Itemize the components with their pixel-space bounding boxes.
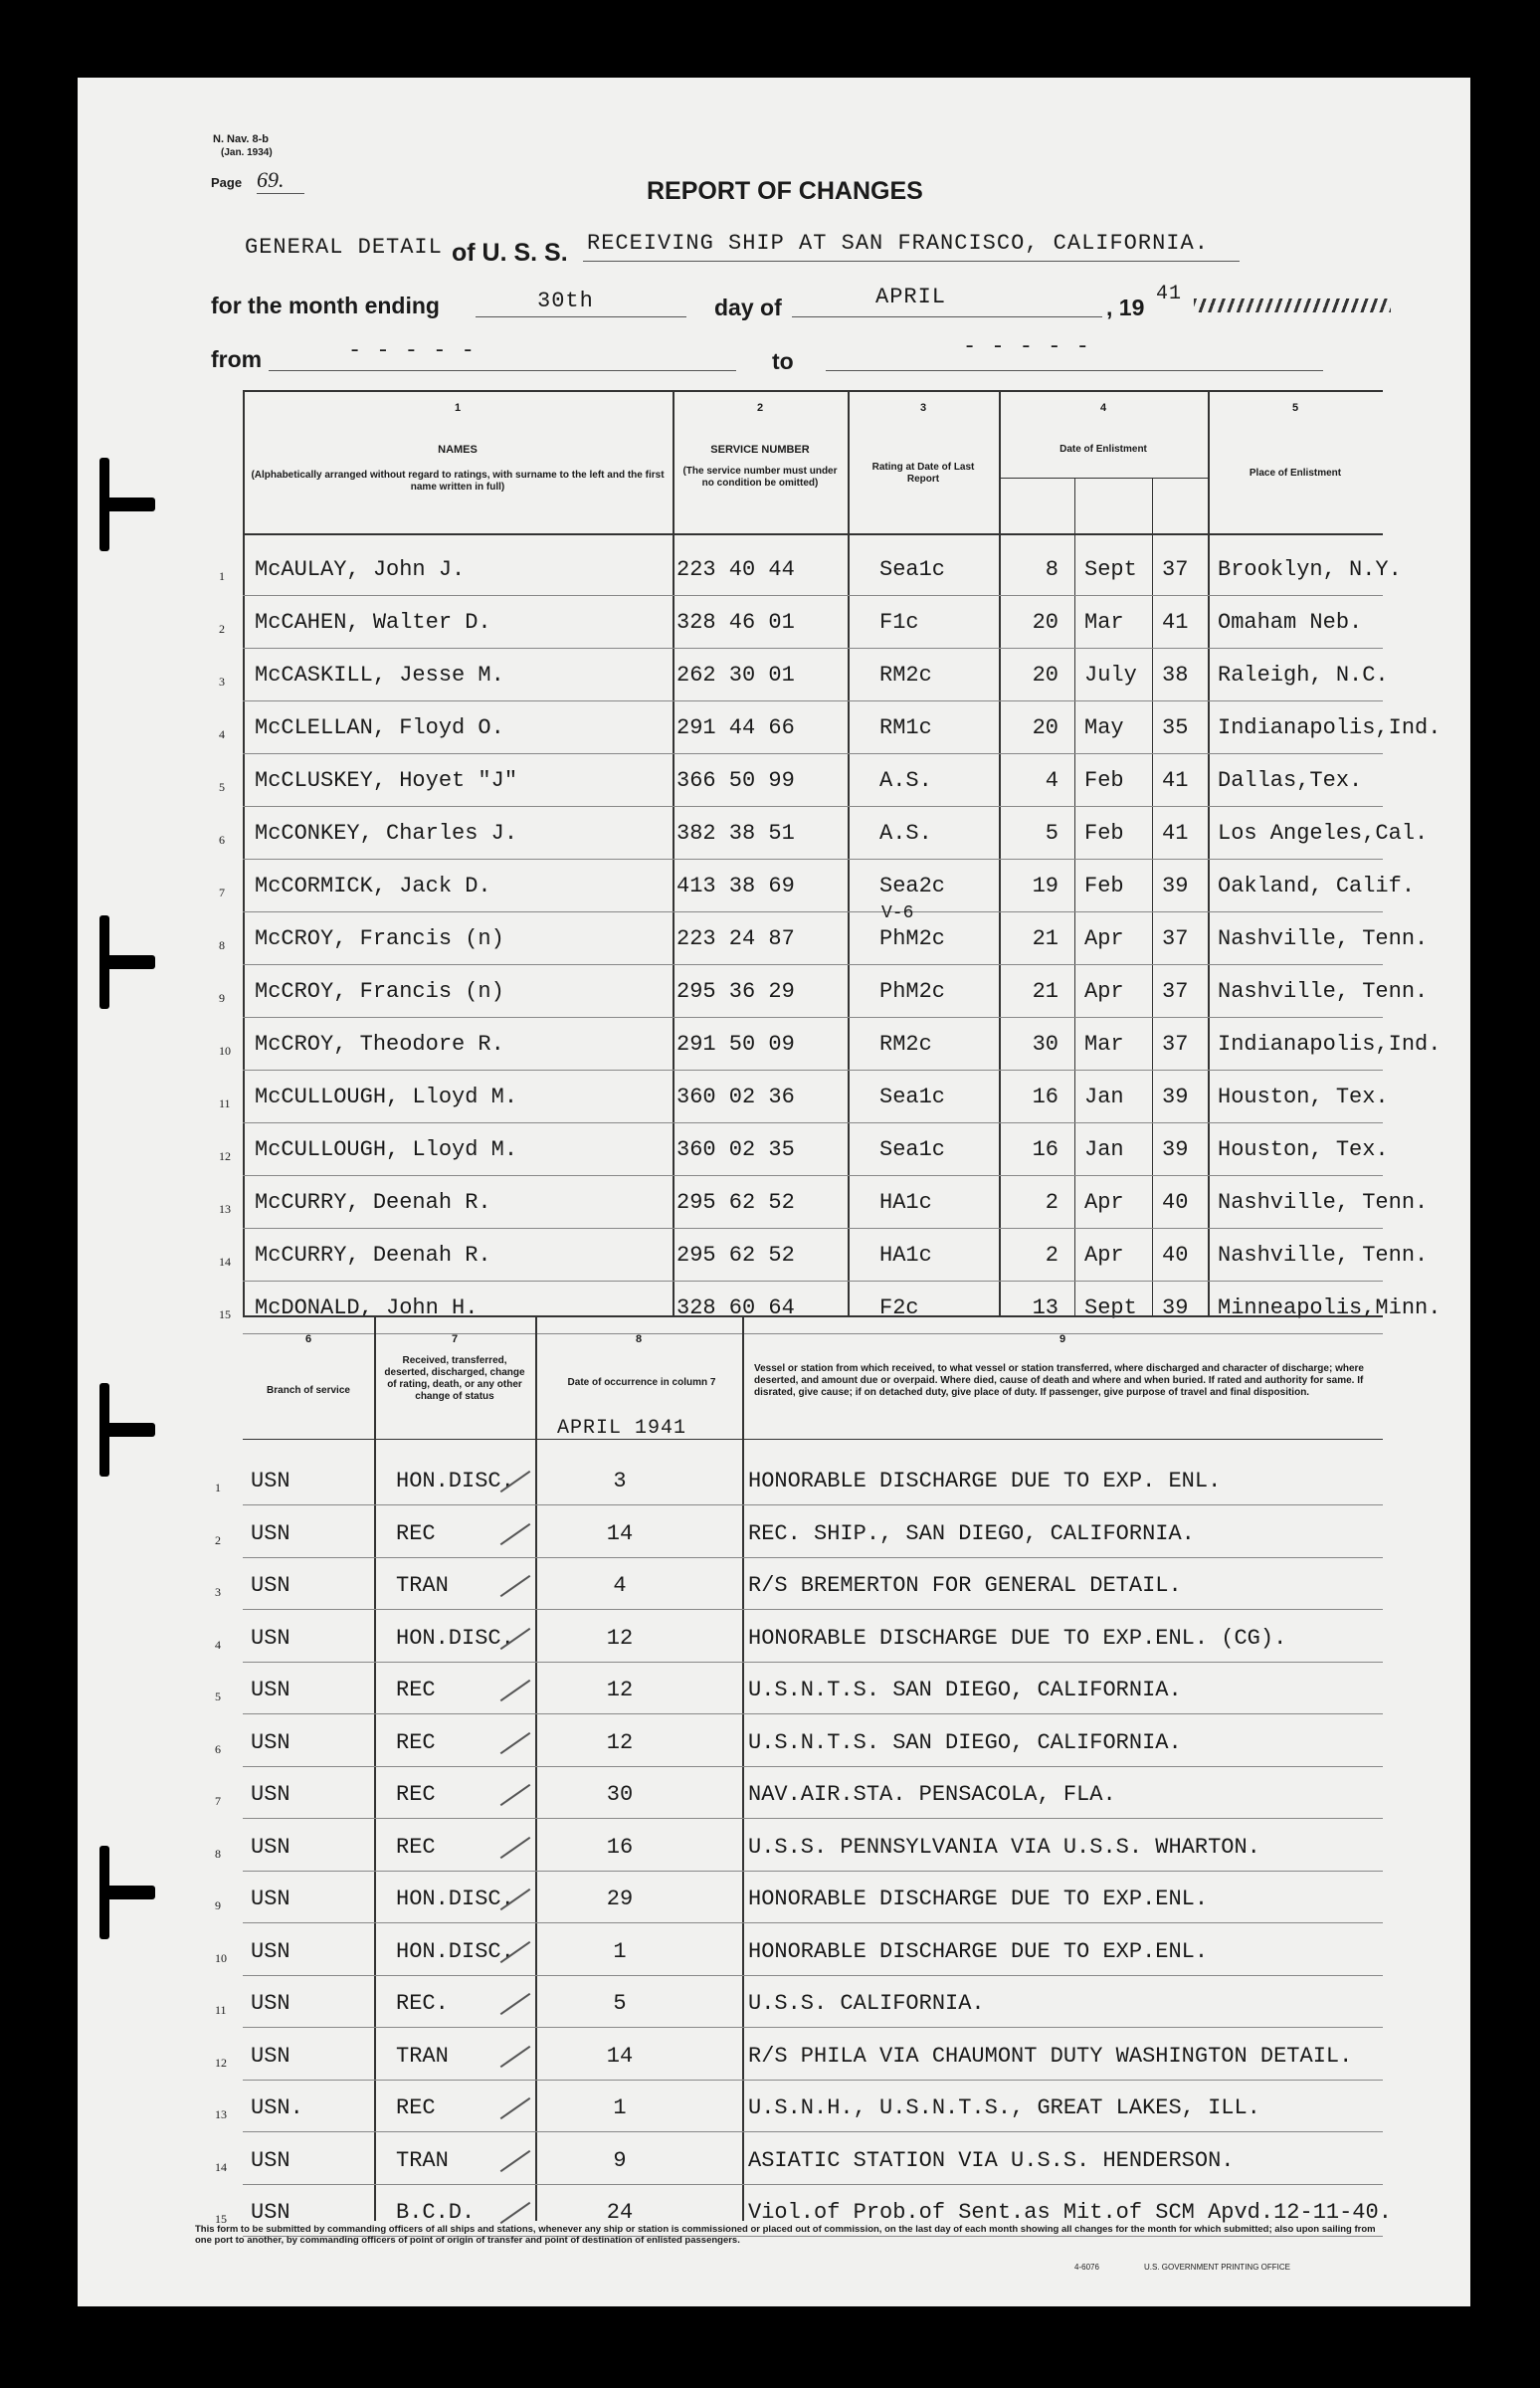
cell-month: May bbox=[1084, 715, 1124, 740]
cell-date: 9 bbox=[613, 2148, 627, 2173]
cell-year: 39 bbox=[1162, 1137, 1189, 1162]
cell-branch: USN bbox=[251, 1991, 290, 2016]
cell-rating: PhM2c bbox=[879, 979, 946, 1004]
cell-branch: USN. bbox=[251, 2095, 303, 2120]
binder-hole-1 bbox=[99, 498, 155, 511]
cell-place: Indianapolis,Ind. bbox=[1218, 1032, 1442, 1057]
cell-rating: RM2c bbox=[879, 663, 932, 688]
cell-day: 2 bbox=[1045, 1243, 1059, 1268]
cell-month: Apr bbox=[1084, 1190, 1124, 1215]
cell-year: 39 bbox=[1162, 1085, 1189, 1109]
cell-detail: U.S.N.H., U.S.N.T.S., GREAT LAKES, ILL. bbox=[748, 2095, 1260, 2120]
day-value: 30th bbox=[537, 289, 594, 313]
cell-place: Omaham Neb. bbox=[1218, 610, 1363, 635]
cell-day: 21 bbox=[1032, 979, 1059, 1004]
cell-status: HON.DISC. bbox=[396, 1887, 514, 1911]
cell-detail: HONORABLE DISCHARGE DUE TO EXP.ENL. bbox=[748, 1939, 1209, 1964]
cell-name: McCORMICK, Jack D. bbox=[255, 874, 491, 898]
col-names-note: (Alphabetically arranged without regard to ratings, with surname to the left and the first name written in full) bbox=[251, 470, 665, 493]
cell-rating: F2c bbox=[879, 1295, 919, 1320]
cell-branch: USN bbox=[251, 1730, 290, 1755]
col-date-header: Date of occurrence in column 7 bbox=[567, 1377, 716, 1388]
cell-rating: Sea1c bbox=[879, 1137, 946, 1162]
month-ending-label: for the month ending bbox=[211, 293, 440, 318]
cell-branch: USN bbox=[251, 1573, 290, 1598]
cell-detail: Viol.of Prob.of Sent.as Mit.of SCM Apvd.12-11-40. bbox=[748, 2200, 1392, 2225]
cell-day: 16 bbox=[1032, 1085, 1059, 1109]
cell-name: McCULLOUGH, Lloyd M. bbox=[255, 1137, 518, 1162]
cell-place: Houston, Tex. bbox=[1218, 1137, 1389, 1162]
cell-place: Indianapolis,Ind. bbox=[1218, 715, 1442, 740]
page-title: REPORT OF CHANGES bbox=[647, 177, 923, 205]
cell-day: 21 bbox=[1032, 926, 1059, 951]
of-uss-label: of U. S. S. bbox=[452, 239, 568, 267]
cell-year: 40 bbox=[1162, 1190, 1189, 1215]
cell-detail: U.S.S. CALIFORNIA. bbox=[748, 1991, 985, 2016]
cell-date: 12 bbox=[606, 1678, 634, 1702]
row-number: 12 bbox=[215, 2056, 227, 2070]
cell-rating: A.S. bbox=[879, 768, 932, 793]
row-number: 6 bbox=[215, 1742, 221, 1756]
col-8-number: 8 bbox=[635, 1333, 643, 1345]
cell-status: TRAN bbox=[396, 2148, 449, 2173]
col-7-number: 7 bbox=[451, 1333, 459, 1345]
cell-status: TRAN bbox=[396, 1573, 449, 1598]
row-number: 11 bbox=[219, 1096, 231, 1110]
from-value: - - - - - bbox=[348, 338, 476, 363]
cell-month: Sept bbox=[1084, 557, 1137, 582]
row-number: 8 bbox=[215, 1847, 221, 1861]
cell-service: 382 38 51 bbox=[676, 821, 795, 846]
cell-date: 16 bbox=[606, 1835, 634, 1860]
cell-year: 41 bbox=[1162, 768, 1189, 793]
cell-day: 19 bbox=[1032, 874, 1059, 898]
cell-status: HON.DISC. bbox=[396, 1626, 514, 1651]
cell-service: 360 02 35 bbox=[676, 1137, 795, 1162]
cell-status: REC bbox=[396, 1521, 436, 1546]
cell-year: 41 bbox=[1162, 610, 1189, 635]
row-number: 3 bbox=[215, 1585, 221, 1599]
cell-status: REC bbox=[396, 1782, 436, 1807]
binder-hole-3 bbox=[99, 1423, 155, 1437]
cell-branch: USN bbox=[251, 2200, 290, 2225]
cell-day: 5 bbox=[1045, 821, 1059, 846]
cell-month: Apr bbox=[1084, 979, 1124, 1004]
cell-place: Raleigh, N.C. bbox=[1218, 663, 1389, 688]
cell-service: 223 40 44 bbox=[676, 557, 795, 582]
cell-status: HON.DISC. bbox=[396, 1939, 514, 1964]
cell-date: 29 bbox=[606, 1887, 634, 1911]
col-place-header: Place of Enlistment bbox=[1249, 468, 1342, 479]
cell-day: 13 bbox=[1032, 1295, 1059, 1320]
row-number: 10 bbox=[219, 1044, 231, 1058]
binder-hole-4 bbox=[99, 1886, 155, 1899]
row-number: 5 bbox=[219, 780, 225, 794]
rating-note: V-6 bbox=[881, 903, 914, 923]
cell-detail: R/S BREMERTON FOR GENERAL DETAIL. bbox=[748, 1573, 1182, 1598]
form-code: N. Nav. 8-b bbox=[213, 133, 270, 145]
cell-branch: USN bbox=[251, 1887, 290, 1911]
unit-prefix: GENERAL DETAIL bbox=[245, 235, 443, 260]
cell-place: Los Angeles,Cal. bbox=[1218, 821, 1429, 846]
col-4-number: 4 bbox=[1099, 402, 1107, 414]
cell-day: 30 bbox=[1032, 1032, 1059, 1057]
row-number: 15 bbox=[219, 1307, 231, 1321]
cell-name: McCULLOUGH, Lloyd M. bbox=[255, 1085, 518, 1109]
cell-name: McDONALD, John H. bbox=[255, 1295, 479, 1320]
month-value: APRIL bbox=[875, 285, 947, 309]
cell-name: McCLUSKEY, Hoyet "J" bbox=[255, 768, 518, 793]
col-5-number: 5 bbox=[1291, 402, 1299, 414]
row-number: 2 bbox=[219, 622, 225, 636]
cell-name: McCURRY, Deenah R. bbox=[255, 1190, 491, 1215]
row-number: 15 bbox=[215, 2212, 227, 2226]
cell-rating: RM2c bbox=[879, 1032, 932, 1057]
cell-branch: USN bbox=[251, 2148, 290, 2173]
cell-branch: USN bbox=[251, 2044, 290, 2069]
form-id: 4-6076 bbox=[1074, 2263, 1099, 2272]
cell-name: McCROY, Francis (n) bbox=[255, 979, 504, 1004]
page-number: 69. bbox=[257, 167, 304, 194]
row-number: 1 bbox=[215, 1481, 221, 1494]
cell-branch: USN bbox=[251, 1782, 290, 1807]
cell-place: Minneapolis,Minn. bbox=[1218, 1295, 1442, 1320]
col-rating-header: Rating at Date of Last Report bbox=[871, 462, 975, 485]
col-status-header: Received, transferred, deserted, discharged, change of rating, death, or any other change of status bbox=[384, 1355, 525, 1402]
cell-place: Nashville, Tenn. bbox=[1218, 979, 1429, 1004]
cell-rating: Sea2c bbox=[879, 874, 946, 898]
cell-branch: USN bbox=[251, 1678, 290, 1702]
cell-rating: Sea1c bbox=[879, 1085, 946, 1109]
col-service-header: SERVICE NUMBER bbox=[710, 444, 810, 456]
cell-month: Jan bbox=[1084, 1137, 1124, 1162]
cell-month: Apr bbox=[1084, 926, 1124, 951]
cell-year: 40 bbox=[1162, 1243, 1189, 1268]
row-number: 6 bbox=[219, 833, 225, 847]
cell-detail: ASIATIC STATION VIA U.S.S. HENDERSON. bbox=[748, 2148, 1235, 2173]
row-number: 13 bbox=[219, 1202, 231, 1216]
cell-day: 20 bbox=[1032, 663, 1059, 688]
cell-rating: Sea1c bbox=[879, 557, 946, 582]
cell-place: Dallas,Tex. bbox=[1218, 768, 1363, 793]
col-9-number: 9 bbox=[1059, 1333, 1066, 1345]
cell-status: REC bbox=[396, 2095, 436, 2120]
cell-year: 39 bbox=[1162, 1295, 1189, 1320]
cell-name: McCLELLAN, Floyd O. bbox=[255, 715, 504, 740]
cell-detail: HONORABLE DISCHARGE DUE TO EXP.ENL. (CG). bbox=[748, 1626, 1287, 1651]
cell-month: Feb bbox=[1084, 768, 1124, 793]
to-label: to bbox=[772, 348, 794, 374]
binder-hole-2 bbox=[99, 955, 155, 969]
cell-day: 16 bbox=[1032, 1137, 1059, 1162]
cell-date: 14 bbox=[606, 2044, 634, 2069]
cell-service: 328 46 01 bbox=[676, 610, 795, 635]
cell-month: Feb bbox=[1084, 874, 1124, 898]
col-enlistment-header: Date of Enlistment bbox=[1059, 444, 1147, 455]
cell-branch: USN bbox=[251, 1469, 290, 1493]
cell-place: Houston, Tex. bbox=[1218, 1085, 1389, 1109]
cell-status: HON.DISC. bbox=[396, 1469, 514, 1493]
cell-month: Jan bbox=[1084, 1085, 1124, 1109]
cell-name: McCROY, Theodore R. bbox=[255, 1032, 504, 1057]
cell-day: 4 bbox=[1045, 768, 1059, 793]
row-number: 7 bbox=[219, 886, 225, 899]
cell-branch: USN bbox=[251, 1835, 290, 1860]
row-number: 13 bbox=[215, 2107, 227, 2121]
col-6-number: 6 bbox=[304, 1333, 312, 1345]
to-value: - - - - - bbox=[963, 334, 1090, 359]
cell-place: Nashville, Tenn. bbox=[1218, 1190, 1429, 1215]
cell-status: REC bbox=[396, 1730, 436, 1755]
cell-status: REC bbox=[396, 1678, 436, 1702]
cell-rating: F1c bbox=[879, 610, 919, 635]
cell-name: McCASKILL, Jesse M. bbox=[255, 663, 504, 688]
cell-day: 2 bbox=[1045, 1190, 1059, 1215]
cell-month: Sept bbox=[1084, 1295, 1137, 1320]
day-of-label: day of bbox=[714, 295, 782, 320]
cell-place: Brooklyn, N.Y. bbox=[1218, 557, 1402, 582]
cell-date: 14 bbox=[606, 1521, 634, 1546]
year-prefix: , 19 bbox=[1106, 295, 1145, 320]
cell-year: 39 bbox=[1162, 874, 1189, 898]
cell-place: Nashville, Tenn. bbox=[1218, 926, 1429, 951]
row-number: 4 bbox=[219, 727, 225, 741]
cell-service: 295 62 52 bbox=[676, 1190, 795, 1215]
cell-date: 3 bbox=[613, 1469, 627, 1493]
cell-detail: REC. SHIP., SAN DIEGO, CALIFORNIA. bbox=[748, 1521, 1195, 1546]
cell-service: 295 62 52 bbox=[676, 1243, 795, 1268]
cell-date: 24 bbox=[606, 2200, 634, 2225]
cell-detail: HONORABLE DISCHARGE DUE TO EXP. ENL. bbox=[748, 1469, 1222, 1493]
col-names-header: NAMES bbox=[438, 444, 478, 456]
cell-status: TRAN bbox=[396, 2044, 449, 2069]
cell-rating: HA1c bbox=[879, 1190, 932, 1215]
cell-status: REC bbox=[396, 1835, 436, 1860]
cell-year: 37 bbox=[1162, 1032, 1189, 1057]
cell-name: McCONKEY, Charles J. bbox=[255, 821, 518, 846]
cell-place: Oakland, Calif. bbox=[1218, 874, 1416, 898]
cell-detail: HONORABLE DISCHARGE DUE TO EXP.ENL. bbox=[748, 1887, 1209, 1911]
cell-month: Apr bbox=[1084, 1243, 1124, 1268]
cell-detail: R/S PHILA VIA CHAUMONT DUTY WASHINGTON DETAIL. bbox=[748, 2044, 1353, 2069]
cell-name: McCROY, Francis (n) bbox=[255, 926, 504, 951]
cell-service: 360 02 36 bbox=[676, 1085, 795, 1109]
year-value: 41 bbox=[1156, 283, 1183, 305]
col-3-number: 3 bbox=[919, 402, 927, 414]
row-number: 14 bbox=[219, 1255, 231, 1269]
cell-year: 35 bbox=[1162, 715, 1189, 740]
cell-date: 4 bbox=[613, 1573, 627, 1598]
cell-day: 20 bbox=[1032, 715, 1059, 740]
cell-branch: USN bbox=[251, 1521, 290, 1546]
form-date: (Jan. 1934) bbox=[221, 147, 273, 158]
cell-date: 5 bbox=[613, 1991, 627, 2016]
row-number: 5 bbox=[215, 1690, 221, 1703]
cell-day: 20 bbox=[1032, 610, 1059, 635]
cell-name: McCAHEN, Walter D. bbox=[255, 610, 491, 635]
cell-place: Nashville, Tenn. bbox=[1218, 1243, 1429, 1268]
cell-month: Mar bbox=[1084, 1032, 1124, 1057]
row-number: 9 bbox=[215, 1898, 221, 1912]
cell-service: 291 44 66 bbox=[676, 715, 795, 740]
page-label: Page bbox=[211, 175, 243, 190]
row-number: 1 bbox=[219, 569, 225, 583]
col-service-note: (The service number must under no condition be omitted) bbox=[682, 466, 838, 489]
cell-service: 262 30 01 bbox=[676, 663, 795, 688]
row-number: 12 bbox=[219, 1149, 231, 1163]
col-branch-header: Branch of service bbox=[267, 1385, 350, 1396]
unit-name: RECEIVING SHIP AT SAN FRANCISCO, CALIFORNIA. bbox=[587, 231, 1209, 256]
cell-year: 37 bbox=[1162, 926, 1189, 951]
cell-date: 12 bbox=[606, 1626, 634, 1651]
from-label: from bbox=[211, 346, 263, 372]
cell-name: McAULAY, John J. bbox=[255, 557, 466, 582]
cell-status: B.C.D. bbox=[396, 2200, 476, 2225]
cell-rating: PhM2c bbox=[879, 926, 946, 951]
cell-year: 37 bbox=[1162, 979, 1189, 1004]
struck-out-text bbox=[1194, 298, 1391, 312]
col-detail-header: Vessel or station from which received, to what vessel or station transferred, where discharged and character of discharge; where deserted, and amount due or overpaid. Where died, cause of death and where and when buried. If rated and authority for same. If disrated, give cause; if on detached duty, give place of duty. If passenger, give purpose of travel and final disposition. bbox=[754, 1363, 1364, 1398]
cell-year: 38 bbox=[1162, 663, 1189, 688]
row-number: 11 bbox=[215, 2003, 227, 2017]
col-1-number: 1 bbox=[454, 402, 462, 414]
cell-month: Mar bbox=[1084, 610, 1124, 635]
cell-month: July bbox=[1084, 663, 1137, 688]
row-number: 8 bbox=[219, 938, 225, 952]
cell-detail: NAV.AIR.STA. PENSACOLA, FLA. bbox=[748, 1782, 1116, 1807]
cell-detail: U.S.N.T.S. SAN DIEGO, CALIFORNIA. bbox=[748, 1730, 1182, 1755]
row-number: 14 bbox=[215, 2160, 227, 2174]
row-number: 3 bbox=[219, 675, 225, 689]
cell-service: 328 60 64 bbox=[676, 1295, 795, 1320]
row-number: 7 bbox=[215, 1794, 221, 1808]
cell-status: REC. bbox=[396, 1991, 449, 2016]
cell-month: Feb bbox=[1084, 821, 1124, 846]
footer-instructions: This form to be submitted by commanding officers of all ships and stations, whenever any ship or station is commissioned or placed out of commission, on the last day of each month showing all changes for the month for which submitted; also upon sailing from one port to another, by commanding officers of point of origin of transfer and point of destination of enlisted passengers. bbox=[195, 2224, 1376, 2246]
col-2-number: 2 bbox=[756, 402, 764, 414]
cell-rating: HA1c bbox=[879, 1243, 932, 1268]
row-number: 9 bbox=[219, 991, 225, 1005]
cell-date: 1 bbox=[613, 2095, 627, 2120]
cell-branch: USN bbox=[251, 1939, 290, 1964]
row-number: 10 bbox=[215, 1951, 227, 1965]
cell-date: 1 bbox=[613, 1939, 627, 1964]
cell-service: 366 50 99 bbox=[676, 768, 795, 793]
cell-detail: U.S.N.T.S. SAN DIEGO, CALIFORNIA. bbox=[748, 1678, 1182, 1702]
cell-rating: RM1c bbox=[879, 715, 932, 740]
cell-day: 8 bbox=[1045, 557, 1059, 582]
row-number: 2 bbox=[215, 1533, 221, 1547]
cell-date: 12 bbox=[606, 1730, 634, 1755]
cell-detail: U.S.S. PENNSYLVANIA VIA U.S.S. WHARTON. bbox=[748, 1835, 1260, 1860]
cell-service: 413 38 69 bbox=[676, 874, 795, 898]
occurrence-month: APRIL 1941 bbox=[557, 1417, 687, 1440]
cell-service: 291 50 09 bbox=[676, 1032, 795, 1057]
printer: U.S. GOVERNMENT PRINTING OFFICE bbox=[1144, 2263, 1290, 2272]
cell-service: 295 36 29 bbox=[676, 979, 795, 1004]
cell-year: 41 bbox=[1162, 821, 1189, 846]
cell-service: 223 24 87 bbox=[676, 926, 795, 951]
row-number: 4 bbox=[215, 1638, 221, 1652]
cell-name: McCURRY, Deenah R. bbox=[255, 1243, 491, 1268]
cell-date: 30 bbox=[606, 1782, 634, 1807]
cell-branch: USN bbox=[251, 1626, 290, 1651]
cell-rating: A.S. bbox=[879, 821, 932, 846]
cell-year: 37 bbox=[1162, 557, 1189, 582]
